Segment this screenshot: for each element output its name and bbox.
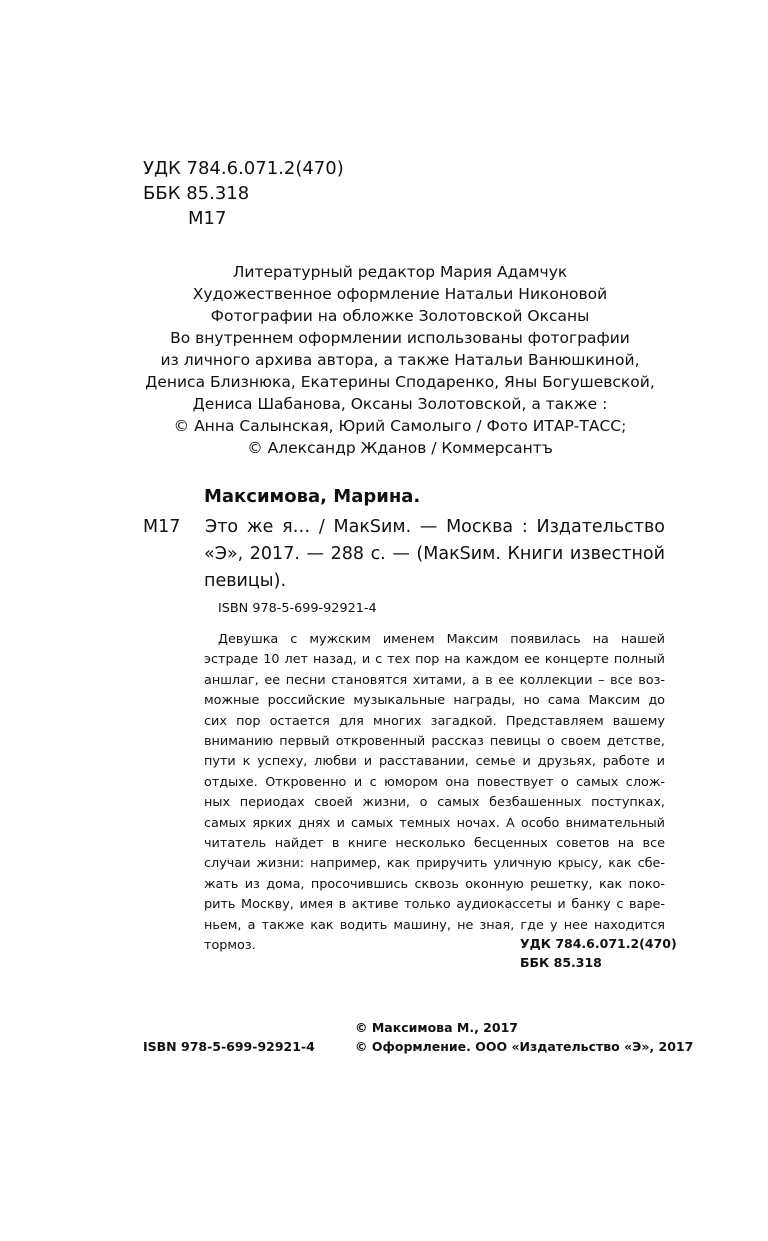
description-line: «Э», 2017. — 288 с. — (МакSим. Книги известной: [204, 544, 665, 564]
annotation-line: читатель найдет в книге несколько бесценных советов на все: [204, 836, 665, 852]
credit-line: Дениса Шабанова, Оксаны Золотовской, а также :: [192, 395, 608, 413]
annotation: [204, 630, 665, 957]
annotation-line: аншлаг, ее песни становятся хитами, а в ее коллекции – все воз-: [204, 672, 665, 688]
description-line: певицы).: [204, 571, 287, 591]
copyright-author: © Максимова М., 2017: [355, 1020, 518, 1035]
annotation-line: ньем, а также как водить машину, не зная, где у нее находится: [204, 917, 665, 933]
annotation-line: отдыхе. Откровенно и с юмором она повествует о самых слож-: [204, 774, 665, 790]
annotation-line: пути к успеху, любви и расставании, семье и друзьях, работе и: [204, 754, 665, 770]
annotation-line: Девушка с мужским именем Максим появилась на нашей: [218, 632, 665, 647]
credit-line: Дениса Близнюка, Екатерины Сподаренко, Яны Богушевской,: [145, 373, 655, 391]
footer-isbn: ISBN 978-5-699-92921-4: [143, 1039, 315, 1054]
annotation-line: самых ярких днях и самых темных ночах. А особо внимательный: [204, 815, 665, 831]
annotation-line: жать из дома, просочившись сквозь оконную решетку, как поко-: [204, 876, 665, 892]
annotation-line: вниманию первый откровенный рассказ певицы о своем детстве,: [204, 734, 665, 750]
annotation-line: случаи жизни: например, как приручить уличную крысу, как сбе-: [204, 856, 665, 872]
record-sign: М17: [143, 517, 181, 537]
description-line: Это же я… / МакSим. — Москва : Издательство: [205, 517, 665, 537]
credit-line: © Анна Салынская, Юрий Самолыго / Фото ИТАР-ТАСС;: [173, 417, 627, 435]
classification-udk: УДК 784.6.071.2(470): [520, 936, 677, 951]
credit-line: Художественное оформление Натальи Никоновой: [192, 285, 608, 303]
credit-line: Фотографии на обложке Золотовской Оксаны: [210, 307, 590, 325]
header-bbk: ББК 85.318: [143, 183, 250, 204]
annotation-line: сих пор остается для многих загадкой. Представляем вашему: [204, 713, 665, 729]
credits: [120, 261, 680, 459]
credit-line: © Александр Жданов / Коммерсантъ: [247, 439, 553, 457]
record-author: Максимова, Марина.: [204, 486, 421, 507]
classification-bbk: ББК 85.318: [520, 955, 602, 970]
record-description: [204, 514, 665, 595]
credit-line: Литературный редактор Мария Адамчук: [232, 263, 568, 281]
annotation-line: тормоз.: [204, 938, 256, 954]
annotation-line: можные российские музыкальные награды, но сама Максим до: [204, 693, 665, 709]
credit-line: из личного архива автора, а также Натальи Ванюшкиной,: [160, 351, 640, 369]
header-udk: УДК 784.6.071.2(470): [143, 158, 344, 179]
annotation-line: ных периодах своей жизни, о самых безбашенных поступках,: [204, 795, 665, 811]
annotation-line: рить Москву, имея в активе только аудиокассеты и банку с варе-: [204, 897, 665, 913]
copyright-design: © Оформление. ООО «Издательство «Э», 2017: [355, 1039, 694, 1054]
record-isbn: ISBN 978-5-699-92921-4: [218, 601, 377, 616]
credit-line: Во внутреннем оформлении использованы фотографии: [170, 329, 630, 347]
header-author-sign: М17: [188, 208, 227, 229]
annotation-line: эстраде 10 лет назад, и с тех пор на каждом ее концерте полный: [204, 652, 665, 668]
